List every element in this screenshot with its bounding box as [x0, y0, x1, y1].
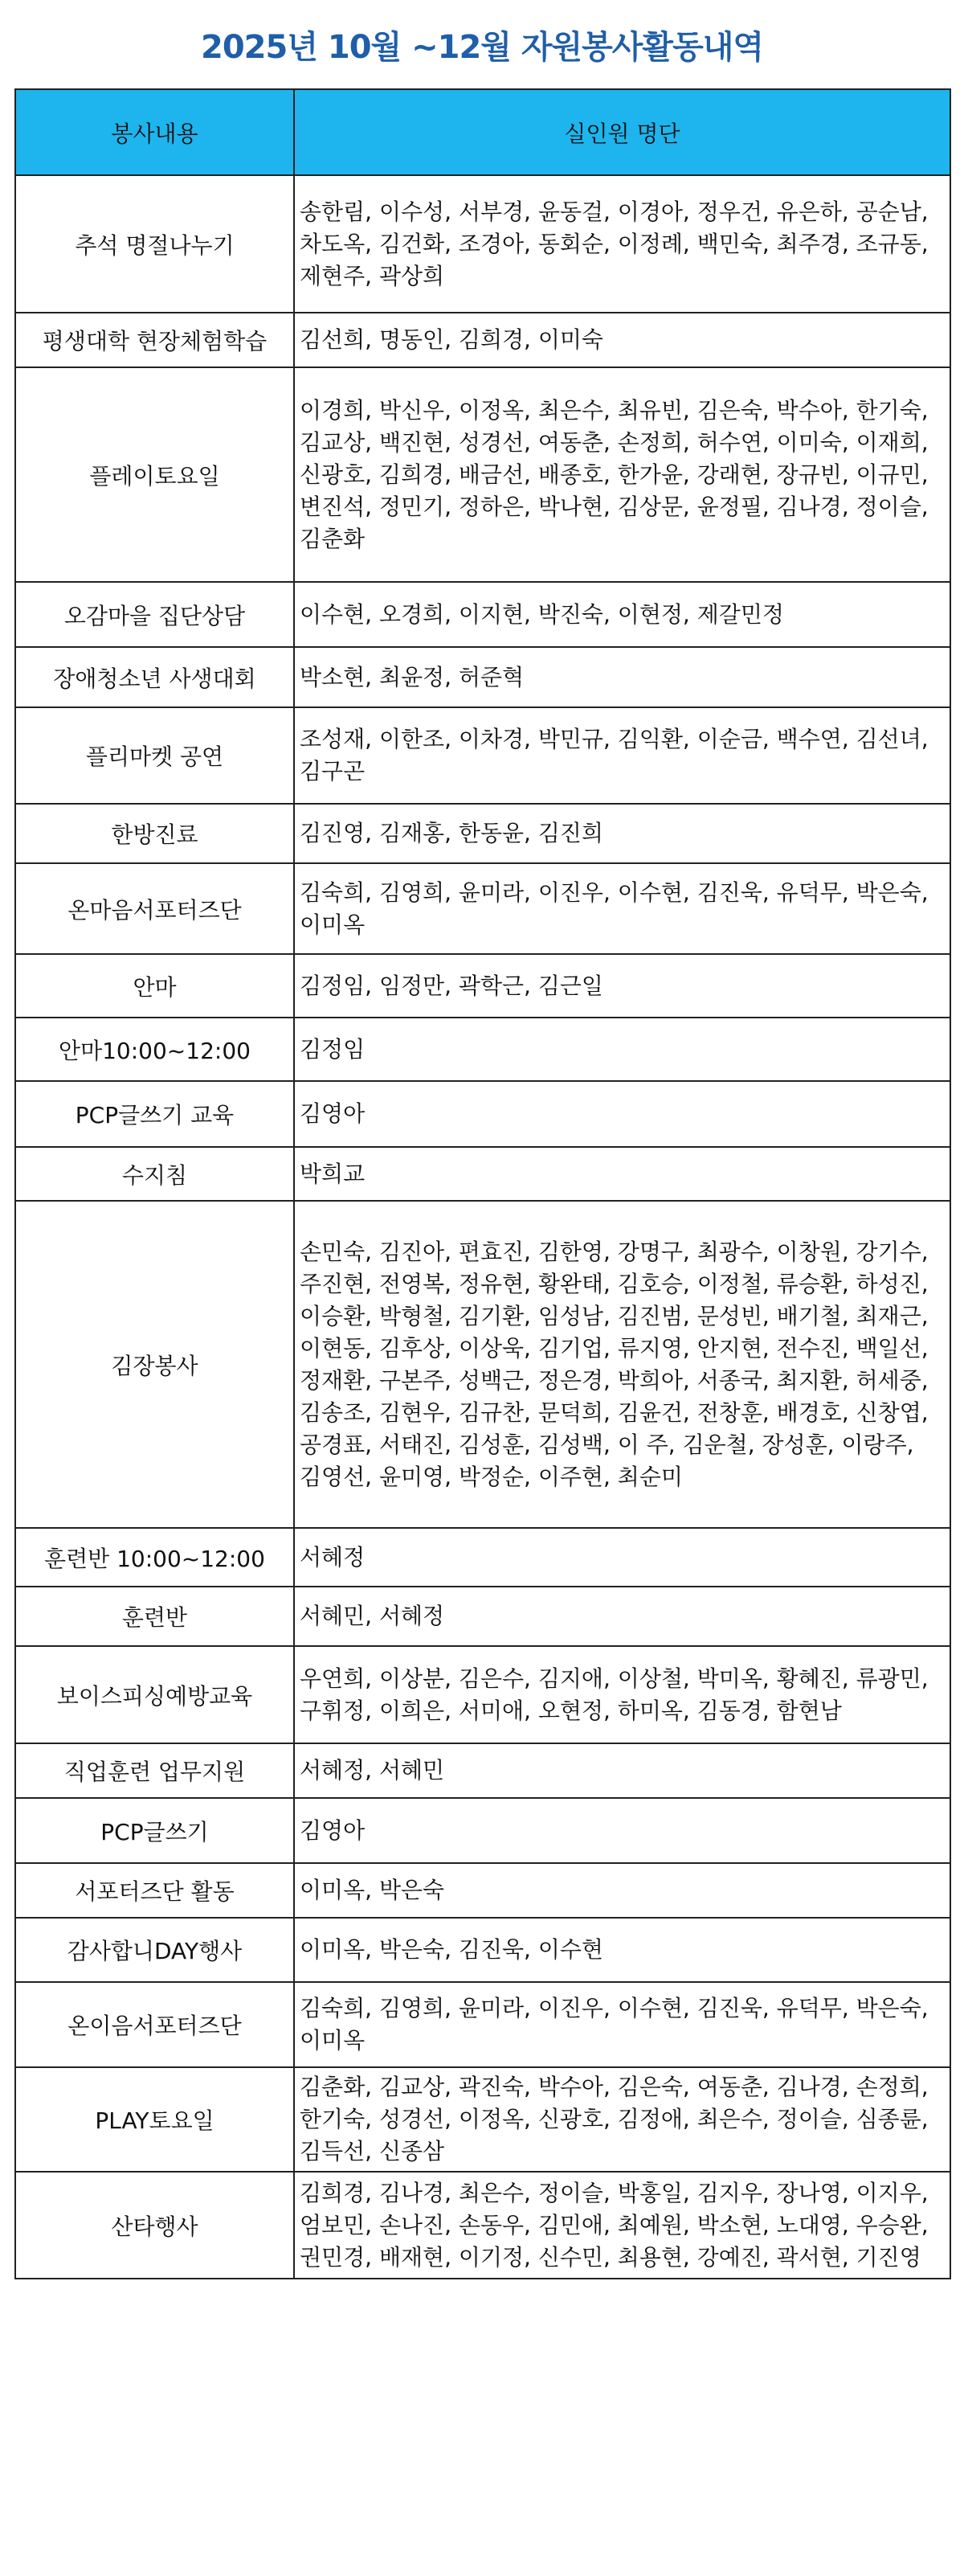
activity-cell: 온이음서포터즈단: [15, 1982, 294, 2067]
volunteer-names-cell: 김영아: [294, 1798, 950, 1863]
table-row: [15, 1646, 950, 1743]
header-names: 실인원 명단: [294, 89, 950, 175]
activity-cell: PLAY토요일: [15, 2067, 294, 2172]
volunteer-names-cell: 김선희, 명동인, 김희경, 이미숙: [294, 313, 950, 367]
table-row: [15, 647, 950, 707]
volunteer-names-cell: 송한림, 이수성, 서부경, 윤동걸, 이경아, 정우건, 유은하, 공순남, 차도옥, 김건화, 조경아, 동회순, 이정례, 백민숙, 최주경, 조규동, 제현주, 곽상희: [294, 175, 950, 313]
activity-cell: 안마: [15, 954, 294, 1018]
table-row: [15, 1743, 950, 1798]
page-title: 2025년 10월 ~12월 자원봉사활동내역: [201, 28, 763, 66]
activity-cell: 훈련반 10:00~12:00: [15, 1528, 294, 1587]
table-row: [15, 367, 950, 582]
table-row: [15, 1081, 950, 1147]
table-row: [15, 1147, 950, 1201]
activity-cell: PCP글쓰기 교육: [15, 1081, 294, 1147]
volunteer-names-cell: 손민숙, 김진아, 편효진, 김한영, 강명구, 최광수, 이창원, 강기수, 주진현, 전영복, 정유현, 황완태, 김호승, 이정철, 류승환, 하성진, 이승환, 박형철, 김기환, 임성남, 김진범, 문성빈, 배기철, 최재근, 이현동, 김후상, 이상욱, 김기업, 류지영, 안지현, 전수진, 백일선, 정재환, 구본주, 성백근, 정은경, 박희아, 서종국, 최지환, 허세중, 김송조, 김현우, 김규찬, 문덕희, 김윤건, 전창훈, 배경호, 신창엽, 공경표, 서태진, 김성훈, 김성백, 이 주, 김운철, 장성훈, 이랑주, 김영선, 윤미영, 박정순, 이주현, 최순미: [294, 1201, 950, 1528]
table-row: [15, 863, 950, 954]
volunteer-names-cell: 박소현, 최윤정, 허준혁: [294, 647, 950, 707]
volunteer-names-cell: 김숙희, 김영희, 윤미라, 이진우, 이수현, 김진욱, 유덕무, 박은숙, 이미옥: [294, 1982, 950, 2067]
volunteer-table: [14, 88, 951, 2279]
activity-cell: 안마10:00~12:00: [15, 1018, 294, 1081]
activity-cell: 서포터즈단 활동: [15, 1863, 294, 1918]
volunteer-names-cell: 서혜정, 서혜민: [294, 1743, 950, 1798]
activity-cell: 장애청소년 사생대회: [15, 647, 294, 707]
table-row: [15, 804, 950, 863]
table-row: [15, 1918, 950, 1982]
volunteer-names-cell: 김정임, 임정만, 곽학근, 김근일: [294, 954, 950, 1018]
table-row: [15, 1982, 950, 2067]
volunteer-names-cell: 이수현, 오경희, 이지현, 박진숙, 이현정, 제갈민정: [294, 582, 950, 647]
volunteer-names-cell: 이미옥, 박은숙: [294, 1863, 950, 1918]
volunteer-names-cell: 서혜정: [294, 1528, 950, 1587]
table-row: [15, 175, 950, 313]
activity-cell: 수지침: [15, 1147, 294, 1201]
activity-cell: 김장봉사: [15, 1201, 294, 1528]
activity-cell: 직업훈련 업무지원: [15, 1743, 294, 1798]
activity-cell: 오감마을 집단상담: [15, 582, 294, 647]
volunteer-names-cell: 우연희, 이상분, 김은수, 김지애, 이상철, 박미옥, 황혜진, 류광민, 구휘정, 이희은, 서미애, 오현정, 하미옥, 김동경, 함현남: [294, 1646, 950, 1743]
table-body: [15, 175, 950, 2279]
table-row: [15, 1863, 950, 1918]
volunteer-names-cell: 서혜민, 서혜정: [294, 1587, 950, 1646]
activity-cell: 추석 명절나누기: [15, 175, 294, 313]
activity-cell: 훈련반: [15, 1587, 294, 1646]
table-row: [15, 2067, 950, 2172]
volunteer-names-cell: 김희경, 김나경, 최은수, 정이슬, 박홍일, 김지우, 장나영, 이지우, 엄보민, 손나진, 손동우, 김민애, 최예원, 박소현, 노대영, 우승완, 권민경, 배재현, 이기정, 신수민, 최용현, 강예진, 곽서현, 기진영: [294, 2172, 950, 2279]
volunteer-names-cell: 이경희, 박신우, 이정옥, 최은수, 최유빈, 김은숙, 박수아, 한기숙, 김교상, 백진현, 성경선, 여동춘, 손정희, 허수연, 이미숙, 이재희, 신광호, 김희경, 배금선, 배종호, 한가윤, 강래현, 장규빈, 이규민, 변진석, 정민기, 정하은, 박나현, 김상문, 윤정필, 김나경, 정이슬, 김춘화: [294, 367, 950, 582]
activity-cell: 보이스피싱예방교육: [15, 1646, 294, 1743]
activity-cell: 온마음서포터즈단: [15, 863, 294, 954]
volunteer-names-cell: 김정임: [294, 1018, 950, 1081]
activity-cell: 플레이토요일: [15, 367, 294, 582]
volunteer-names-cell: 김영아: [294, 1081, 950, 1147]
activity-cell: 플리마켓 공연: [15, 707, 294, 804]
table-row: [15, 313, 950, 367]
volunteer-names-cell: 박희교: [294, 1147, 950, 1201]
activity-cell: 평생대학 현장체험학습: [15, 313, 294, 367]
activity-cell: 감사합니DAY행사: [15, 1918, 294, 1982]
table-row: [15, 954, 950, 1018]
table-row: [15, 1798, 950, 1863]
table-row: [15, 707, 950, 804]
table-row: [15, 1587, 950, 1646]
table-row: [15, 582, 950, 647]
table-row: [15, 1528, 950, 1587]
volunteer-names-cell: 조성재, 이한조, 이차경, 박민규, 김익환, 이순금, 백수연, 김선녀, 김구곤: [294, 707, 950, 804]
activity-cell: 한방진료: [15, 804, 294, 863]
activity-cell: 산타행사: [15, 2172, 294, 2279]
table-header-row: [15, 89, 950, 175]
table-row: [15, 2172, 950, 2279]
header-activity: 봉사내용: [15, 89, 294, 175]
table-row: [15, 1018, 950, 1081]
volunteer-names-cell: 김춘화, 김교상, 곽진숙, 박수아, 김은숙, 여동춘, 김나경, 손정희, 한기숙, 성경선, 이정옥, 신광호, 김정애, 최은수, 정이슬, 심종륜, 김득선, 신종삼: [294, 2067, 950, 2172]
volunteer-names-cell: 김진영, 김재홍, 한동윤, 김진희: [294, 804, 950, 863]
activity-cell: PCP글쓰기: [15, 1798, 294, 1863]
volunteer-names-cell: 김숙희, 김영희, 윤미라, 이진우, 이수현, 김진욱, 유덕무, 박은숙, 이미옥: [294, 863, 950, 954]
table-row: [15, 1201, 950, 1528]
volunteer-names-cell: 이미옥, 박은숙, 김진욱, 이수현: [294, 1918, 950, 1982]
